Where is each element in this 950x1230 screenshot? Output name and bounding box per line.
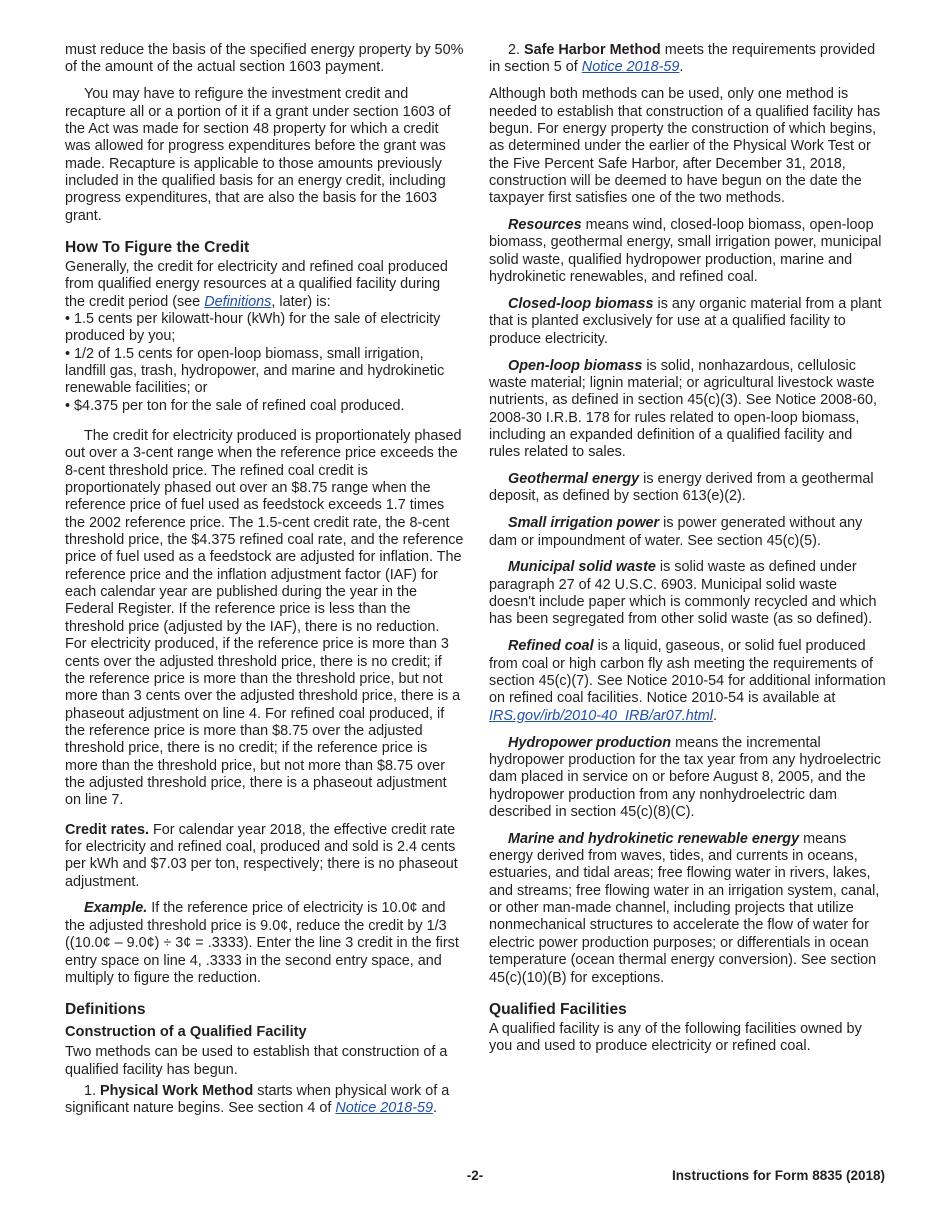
paragraph: Although both methods can be used, only one method is needed to establish that construction of a qualified facility has begun. For energy property the construction of which begins, as determined under the earlier of the Physical Work Test or the Five Percent Safe Harbor, after December 31, 2018, construction will be deemed to have begun on the date the taxpayer first satisfies one of the two methods.: [489, 86, 881, 207]
heading-construction: Construction of a Qualified Facility: [65, 1024, 307, 1041]
term: Safe Harbor Method: [524, 42, 661, 58]
term: Open-loop biomass: [508, 357, 643, 374]
text: For calendar year 2018, the effective credit rate for electricity and refined coal, produced and sold is 2.4 cents per kWh and $7.03 per ton, respectively; there is no phaseout adjustment.: [65, 821, 458, 890]
paragraph: The credit for electricity produced is proportionately phased out over a 3-cent range when the reference price exceeds the 8-cent threshold price. The refined coal credit is proportionately phased out over an $8.75 range when the reference price of fuel used as feedstock exceeds 1.7 times the 2002 reference price. The 1.5-cent credit rate, the 8-cent threshold price, the $4.375 refined coal rate, and the reference price of fuel used as a feedstock are adjusted for inflation. The reference price and the inflation adjustment factor (IAF) for each calendar year are published during the year in the Federal Register. If the reference price is less than the threshold price (adjusted by the IAF), there is no reduction. For electricity produced, if the reference price is more than 3 cents over the adjusted threshold price, there is no credit; if the reference price is more than the threshold price, but not more than 3 cents over the adjusted threshold price, there is a phaseout adjustment on line 4. For refined coal produced, if the reference price is more than $8.75 over the adjusted threshold price, there is no credit; if the reference price is more than the threshold price, but not more than $8.75 over the adjusted threshold price, there is a phaseout adjustment on line 7.: [65, 428, 464, 809]
heading-qualified-facilities: Qualified Facilities: [489, 1000, 627, 1018]
paragraph: [489, 42, 886, 77]
text: is any organic material from a plant that is planted exclusively for use at a qualified facility to produce electricity.: [489, 295, 882, 347]
paragraph: [65, 259, 464, 311]
left-column: [65, 42, 464, 1127]
paragraph: must reduce the basis of the specified energy property by 50% of the amount of the actual section 1603 payment.: [65, 42, 464, 76]
definition-refined-coal: [489, 638, 886, 725]
bullet-item: • $4.375 per ton for the sale of refined coal produced.: [65, 397, 405, 414]
term: Geothermal energy: [508, 471, 640, 488]
term: Refined coal: [508, 638, 594, 655]
definition-municipal-solid-waste: [489, 559, 886, 628]
term: Municipal solid waste: [508, 559, 656, 576]
notice-2018-59-link[interactable]: Notice 2018-59: [581, 59, 680, 76]
paragraph: [65, 822, 464, 891]
text: If the reference price of electricity is 10.0¢ and the adjusted threshold price is 9.0¢, reduce the credit by 1/3 ((10.0¢ – 9.0¢) ÷ 3¢ = .3333). Enter the line 3 credit in the first entry space on line 4, .3333 in the second entry space, and multiply to figure the reduction.: [65, 900, 459, 986]
term: Hydropower production: [508, 734, 672, 751]
term: Example.: [84, 900, 148, 917]
text: , later) is:: [271, 293, 331, 310]
bullet-item: • 1.5 cents per kilowatt-hour (kWh) for the sale of electricity produced by you;: [65, 310, 441, 345]
bullet-item: • 1/2 of 1.5 cents for open-loop biomass, small irrigation, landfill gas, trash, hydropower, and marine and hydrokinetic renewable facilities; or: [65, 345, 445, 397]
definitions-link[interactable]: Definitions: [204, 293, 272, 310]
footer-title: Instructions for Form 8835 (2018): [671, 1168, 885, 1183]
irs-irb-link[interactable]: IRS.gov/irb/2010-40_IRB/ar07.html: [489, 707, 713, 724]
term: Marine and hydrokinetic renewable energy: [508, 830, 800, 847]
definition-resources: [489, 217, 886, 286]
term: Physical Work Method: [100, 1082, 254, 1099]
term: Small irrigation power: [508, 515, 660, 532]
right-column: [489, 42, 886, 1065]
definition-marine-hydrokinetic: [489, 831, 886, 987]
text: means wind, closed-loop biomass, open-loop biomass, geothermal energy, small irrigation power, municipal solid waste, qualified hydropower production, marine and hydrokinetic renewables, and refined coal.: [489, 217, 882, 286]
text: means the incremental hydropower production for the tax year from any hydroelectric dam placed in service on or before August 8, 2005, and the hydropower production from any nonhydroelectric dam described in section 45(c)(8)(C).: [489, 734, 881, 820]
text: meets the requirements provided in section 5 of: [489, 42, 876, 76]
paragraph: [65, 1083, 464, 1118]
definition-hydropower-production: [489, 735, 886, 822]
definition-closed-loop-biomass: [489, 296, 886, 348]
page-number: -2-: [466, 1168, 484, 1183]
text: Generally, the credit for electricity and refined coal produced from qualified energy resources at a qualified facility during the credit period (see: [65, 258, 448, 310]
definition-geothermal-energy: [489, 471, 886, 506]
heading-definitions: Definitions: [65, 1001, 146, 1019]
text: is a liquid, gaseous, or solid fuel produced from coal or high carbon fly ash meeting the requirements of section 45(c)(7). See Notice 2010-54 for additional information on refined coal facilities. Notice 2010-54 is available at: [489, 638, 886, 707]
text: 1.: [84, 1082, 100, 1099]
text: means energy derived from waves, tides, and currents in oceans, estuaries, and tidal areas; free flowing water in rivers, lakes, and streams; free flowing water in an irrigation system, canal, or other man-made channel, including projects that utilize nonmechanical structures to accelerate the flow of water for electric power production purposes; or differentials in ocean temperature (ocean thermal energy conversion). See section 45(c)(10)(B) for exceptions.: [489, 830, 880, 986]
text: .: [712, 707, 717, 724]
text: is power generated without any dam or impoundment of water. See section 45(c)(5).: [489, 515, 863, 549]
paragraph: A qualified facility is any of the following facilities owned by you and used to produce electricity or refined coal.: [489, 1020, 862, 1055]
text: is solid, nonhazardous, cellulosic waste material; lignin material; or agricultural livestock waste nutrients, as defined in section 45(c)(3). See Notice 2008-60, 2008-30 I.R.B. 178 for rules related to open-loop biomass, including an expanded definition of a qualified facility and rules related to sales.: [489, 357, 877, 461]
notice-2018-59-link[interactable]: Notice 2018-59: [335, 1100, 434, 1117]
text: .: [679, 59, 684, 76]
text: 2.: [508, 42, 524, 58]
definition-small-irrigation-power: [489, 515, 886, 550]
text: is energy derived from a geothermal deposit, as defined by section 613(e)(2).: [489, 471, 874, 505]
term: Closed-loop biomass: [508, 295, 654, 312]
paragraph: You may have to refigure the investment credit and recapture all or a portion of it if a grant under section 1603 of the Act was made for section 48 property for which a credit was allowed for progress expenditures before the grant was made. Recapture is applicable to those amounts previously included in the qualified basis for an energy credit, including progress expenditures, that are also the basis for the 1603 grant.: [65, 86, 451, 224]
heading-how-to-figure: How To Figure the Credit: [65, 238, 250, 256]
paragraph: [65, 900, 464, 987]
paragraph: Two methods can be used to establish that construction of a qualified facility has begun.: [65, 1044, 448, 1078]
text: is solid waste as defined under paragraph 27 of 42 U.S.C. 6903. Municipal solid waste doesn't include paper which is commonly recycled and which has been segregated from other solid waste (as so defined).: [489, 559, 877, 628]
definition-open-loop-biomass: [489, 358, 886, 462]
term: Credit rates.: [65, 821, 149, 838]
text: starts when physical work of a significant nature begins. See section 4 of: [65, 1082, 450, 1117]
term: Resources: [508, 217, 582, 234]
text: .: [433, 1100, 438, 1117]
